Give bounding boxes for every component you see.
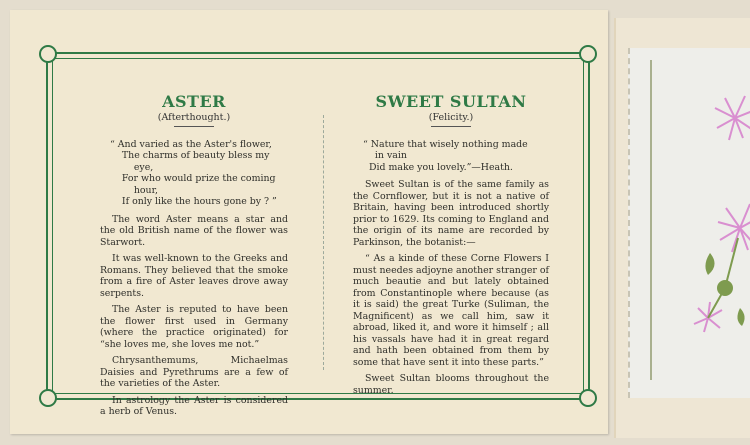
corner-scroll-icon xyxy=(579,45,597,63)
aster-paragraph: In astrology the Aster is considered a herb of Venus. xyxy=(100,394,288,417)
sweet-sultan-column xyxy=(353,92,549,401)
aster-title: ASTER xyxy=(162,92,226,111)
sweet-sultan-paragraph: Sweet Sultan is of the same family as the Cornflower, but it is not a native of Britain, having been introduced shortly prior to 1629. Its coming to England and the origin of its name are recorded by Parkinson, the botanist:— xyxy=(353,179,549,248)
corner-scroll-icon xyxy=(39,389,57,407)
stitch-line xyxy=(650,60,652,380)
aster-verse: “ And varied as the Aster's flower, The charms of beauty bless my eye, For who would prize the coming hour, If only like the hours gone by ? ” xyxy=(110,138,277,207)
aster-paragraph: The word Aster means a star and the old British name of the flower was Starwort. xyxy=(100,213,288,248)
sweet-sultan-paragraph: Sweet Sultan blooms throughout the summer. xyxy=(353,373,549,396)
corner-scroll-icon xyxy=(39,45,57,63)
booklet-page xyxy=(10,10,608,434)
corner-scroll-icon xyxy=(579,389,597,407)
aster-paragraph: The Aster is reputed to have been the flower first used in Germany (where the practice originated) for “she loves me, she loves me not.” xyxy=(100,304,288,350)
sweet-sultan-subtitle: (Felicity.) xyxy=(428,112,474,123)
aster-subtitle: (Afterthought.) xyxy=(157,112,231,123)
sweet-sultan-title: SWEET SULTAN xyxy=(375,92,527,111)
sweet-sultan-paragraph: “ As a kinde of these Corne Flowers I must needes adjoyne another stranger of much beautie and but lately obtained from Constantinople where because (as it is said) the great Turke (Suliman, the Magnificent) as we call him, saw it abroad, liked it, and wore it himself ; all his vassals have had it in great regard and hath been obtained from them by some that have sent it into these parts.” xyxy=(353,253,549,368)
column-divider xyxy=(323,115,324,370)
aster-paragraph: It was well-known to the Greeks and Romans. They believed that the smoke from a fire of Aster leaves drove away serpents. xyxy=(100,253,288,299)
aster-column xyxy=(100,92,288,423)
aster-paragraph: Chrysanthemums, Michaelmas Daisies and Pyrethrums are a few of the varieties of the Aster. xyxy=(100,355,288,389)
sweet-sultan-embroidery-icon xyxy=(680,78,750,378)
sweet-sultan-verse: “ Nature that wisely nothing made in vain Did make you lovely.”—Heath. xyxy=(363,138,528,173)
